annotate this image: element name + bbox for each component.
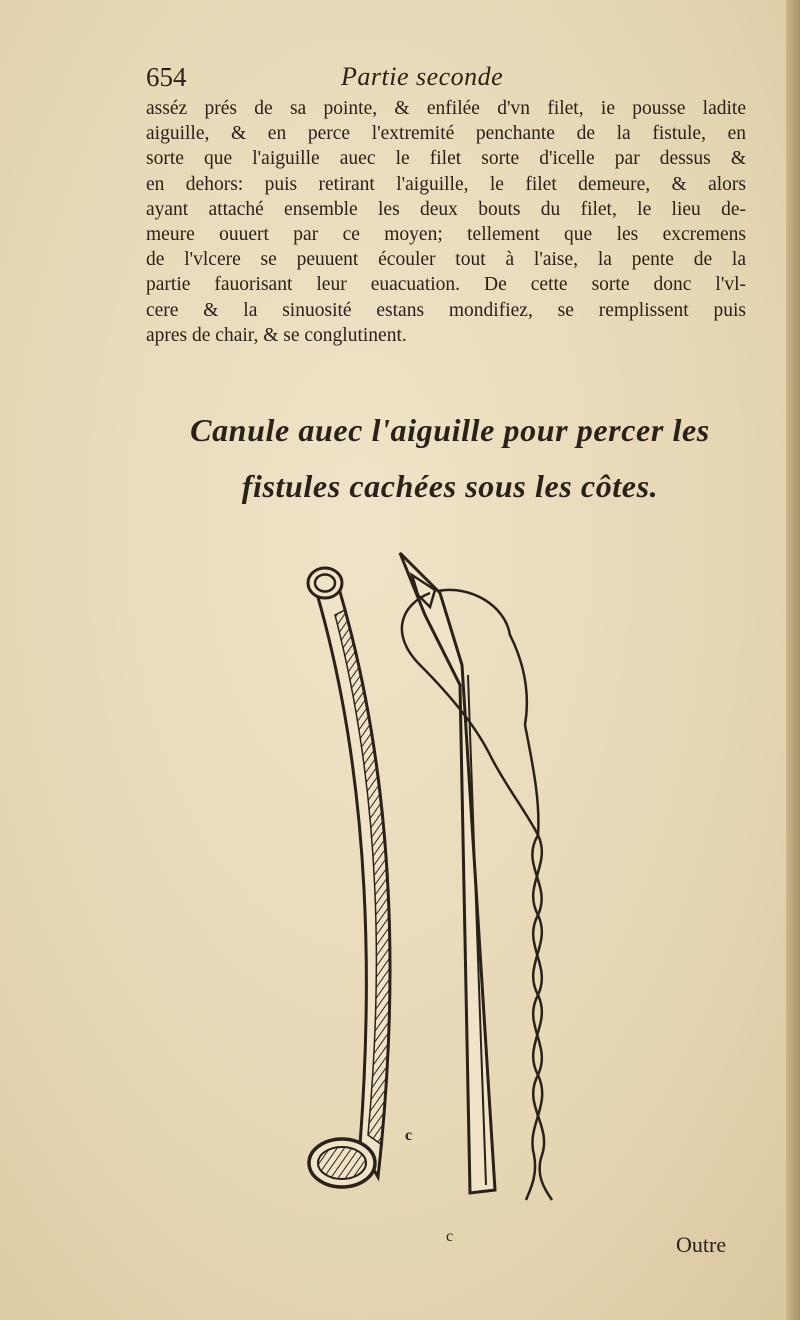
needle <box>400 553 495 1193</box>
woodcut-illustration <box>290 545 590 1210</box>
text-line: meure ouuert par ce moyen; tellement que les excremens <box>146 224 746 246</box>
cannula-tube <box>308 568 390 1187</box>
caption-line-2: fistules cachées sous les côtes. <box>241 468 659 504</box>
text-line: apres de chair, & se conglutinent. <box>146 324 407 346</box>
text-line: cere & la sinuosité estans mondifiez, se remplissent puis <box>146 299 746 321</box>
text-line: partie fauorisant leur euacuation. De cette sorte donc l'vl- <box>146 274 746 296</box>
text-line: de l'vlcere se peuuent écouler tout à l'aise, la pente de la <box>146 249 746 271</box>
figure-letter-label: c <box>405 1127 413 1144</box>
body-paragraph <box>146 96 746 348</box>
text-line: sorte que l'aiguille auec le filet sorte d'icelle par dessus & <box>146 148 746 170</box>
figure-caption <box>140 402 760 514</box>
catchword: Outre <box>676 1232 727 1257</box>
page-edge-shadow <box>786 0 800 1320</box>
text-line: en dehors: puis retirant l'aiguille, le filet demeure, & alors <box>146 173 746 195</box>
page-header <box>146 62 746 98</box>
text-line: aiguille, & en perce l'extremité penchante de la fistule, en <box>146 123 746 145</box>
page-number: 654 <box>146 62 187 92</box>
text-line: asséz prés de sa pointe, & enfilée d'vn filet, ie pousse ladite <box>146 98 746 119</box>
signature-mark: c <box>446 1228 454 1245</box>
caption-line-1: Canule auec l'aiguille pour percer les <box>190 412 710 448</box>
running-title: Partie seconde <box>341 62 504 91</box>
text-line: ayant attaché ensemble les deux bouts du filet, le lieu de- <box>146 198 746 220</box>
